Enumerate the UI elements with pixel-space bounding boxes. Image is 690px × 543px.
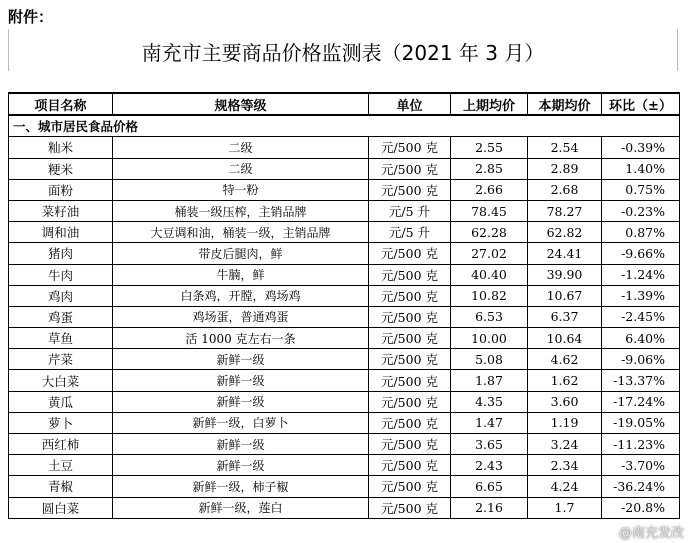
- table-row: [9, 264, 680, 285]
- curr-price-cell: 2.54: [528, 137, 602, 158]
- column-header-curr-price: 本期均价: [528, 93, 602, 115]
- table-row: [9, 349, 680, 370]
- curr-price-cell: 10.64: [528, 328, 602, 349]
- item-name-cell: 猪肉: [9, 243, 113, 264]
- item-name-cell: 土豆: [9, 455, 113, 476]
- unit-cell: 元/500 克: [369, 137, 451, 158]
- change-cell: 0.87%: [602, 222, 680, 243]
- curr-price-cell: 4.62: [528, 349, 602, 370]
- prev-price-cell: 6.65: [451, 476, 528, 497]
- table-row: [9, 200, 680, 221]
- column-header-unit: 单位: [369, 93, 451, 115]
- change-cell: 6.40%: [602, 328, 680, 349]
- unit-cell: 元/500 克: [369, 179, 451, 200]
- item-name-cell: 调和油: [9, 222, 113, 243]
- column-header-change: 环比（±）: [602, 93, 680, 115]
- unit-cell: 元/500 克: [369, 306, 451, 327]
- table-header-row: [9, 93, 680, 115]
- item-name-cell: 鸡肉: [9, 285, 113, 306]
- unit-cell: 元/500 克: [369, 370, 451, 391]
- prev-price-cell: 3.65: [451, 434, 528, 455]
- change-cell: -19.05%: [602, 412, 680, 433]
- item-name-cell: 萝卜: [9, 412, 113, 433]
- curr-price-cell: 6.37: [528, 306, 602, 327]
- table-row: [9, 434, 680, 455]
- change-cell: 0.75%: [602, 179, 680, 200]
- table-row: [9, 497, 680, 518]
- price-table: [8, 92, 680, 519]
- curr-price-cell: 10.67: [528, 285, 602, 306]
- table-row: [9, 179, 680, 200]
- page-title: 南充市主要商品价格监测表（2021 年 3 月）: [141, 41, 545, 65]
- change-cell: -1.24%: [602, 264, 680, 285]
- change-cell: -11.23%: [602, 434, 680, 455]
- prev-price-cell: 4.35: [451, 391, 528, 412]
- curr-price-cell: 1.7: [528, 497, 602, 518]
- unit-cell: 元/500 克: [369, 391, 451, 412]
- spec-cell: 白条鸡，开膛，鸡场鸡: [113, 285, 369, 306]
- change-cell: -3.70%: [602, 455, 680, 476]
- prev-price-cell: 6.53: [451, 306, 528, 327]
- change-cell: -36.24%: [602, 476, 680, 497]
- prev-price-cell: 2.85: [451, 158, 528, 179]
- curr-price-cell: 2.34: [528, 455, 602, 476]
- table-row: [9, 455, 680, 476]
- item-name-cell: 牛肉: [9, 264, 113, 285]
- change-cell: -20.8%: [602, 497, 680, 518]
- item-name-cell: 西红柿: [9, 434, 113, 455]
- spec-cell: 带皮后腿肉，鲜: [113, 243, 369, 264]
- item-name-cell: 菜籽油: [9, 200, 113, 221]
- curr-price-cell: 78.27: [528, 200, 602, 221]
- table-row: [9, 391, 680, 412]
- section-title: 一、城市居民食品价格: [9, 115, 680, 137]
- unit-cell: 元/500 克: [369, 285, 451, 306]
- unit-cell: 元/500 克: [369, 349, 451, 370]
- item-name-cell: 黄瓜: [9, 391, 113, 412]
- curr-price-cell: 4.24: [528, 476, 602, 497]
- prev-price-cell: 2.43: [451, 455, 528, 476]
- curr-price-cell: 2.68: [528, 179, 602, 200]
- change-cell: -2.45%: [602, 306, 680, 327]
- curr-price-cell: 24.41: [528, 243, 602, 264]
- spec-cell: 新鲜一级，白萝卜: [113, 412, 369, 433]
- title-cell: [8, 29, 678, 71]
- change-cell: -13.37%: [602, 370, 680, 391]
- spec-cell: 新鲜一级，柿子椒: [113, 476, 369, 497]
- watermark: @南充发改: [618, 526, 684, 541]
- change-cell: -9.06%: [602, 349, 680, 370]
- table-row: [9, 158, 680, 179]
- unit-cell: 元/500 克: [369, 497, 451, 518]
- unit-cell: 元/500 克: [369, 328, 451, 349]
- unit-cell: 元/500 克: [369, 476, 451, 497]
- curr-price-cell: 3.24: [528, 434, 602, 455]
- item-name-cell: 圆白菜: [9, 497, 113, 518]
- table-row: [9, 476, 680, 497]
- spec-cell: 新鲜一级: [113, 455, 369, 476]
- spec-cell: 鸡场蛋，普通鸡蛋: [113, 306, 369, 327]
- item-name-cell: 草鱼: [9, 328, 113, 349]
- spec-cell: 新鲜一级: [113, 349, 369, 370]
- item-name-cell: 青椒: [9, 476, 113, 497]
- unit-cell: 元/500 克: [369, 434, 451, 455]
- prev-price-cell: 27.02: [451, 243, 528, 264]
- unit-cell: 元/500 克: [369, 455, 451, 476]
- prev-price-cell: 62.28: [451, 222, 528, 243]
- curr-price-cell: 62.82: [528, 222, 602, 243]
- prev-price-cell: 2.16: [451, 497, 528, 518]
- item-name-cell: 鸡蛋: [9, 306, 113, 327]
- column-header-spec: 规格等级: [113, 93, 369, 115]
- item-name-cell: 粳米: [9, 158, 113, 179]
- spec-cell: 新鲜一级: [113, 370, 369, 391]
- table-row: [9, 370, 680, 391]
- change-cell: -17.24%: [602, 391, 680, 412]
- unit-cell: 元/500 克: [369, 264, 451, 285]
- prev-price-cell: 10.82: [451, 285, 528, 306]
- spec-cell: 活 1000 克左右一条: [113, 328, 369, 349]
- column-header-prev-price: 上期均价: [451, 93, 528, 115]
- unit-cell: 元/5 升: [369, 200, 451, 221]
- change-cell: -9.66%: [602, 243, 680, 264]
- spec-cell: 二级: [113, 137, 369, 158]
- table-row: [9, 328, 680, 349]
- prev-price-cell: 40.40: [451, 264, 528, 285]
- table-row: [9, 243, 680, 264]
- curr-price-cell: 39.90: [528, 264, 602, 285]
- unit-cell: 元/500 克: [369, 412, 451, 433]
- spec-cell: 新鲜一级: [113, 391, 369, 412]
- curr-price-cell: 1.19: [528, 412, 602, 433]
- attachment-label: 附件：: [8, 8, 54, 26]
- spec-cell: 新鲜一级: [113, 434, 369, 455]
- spec-cell: 二级: [113, 158, 369, 179]
- change-cell: 1.40%: [602, 158, 680, 179]
- prev-price-cell: 1.87: [451, 370, 528, 391]
- unit-cell: 元/500 克: [369, 243, 451, 264]
- item-name-cell: 芹菜: [9, 349, 113, 370]
- prev-price-cell: 78.45: [451, 200, 528, 221]
- prev-price-cell: 2.55: [451, 137, 528, 158]
- item-name-cell: 籼米: [9, 137, 113, 158]
- prev-price-cell: 1.47: [451, 412, 528, 433]
- spec-cell: 牛腩，鲜: [113, 264, 369, 285]
- prev-price-cell: 10.00: [451, 328, 528, 349]
- table-row: [9, 222, 680, 243]
- change-cell: -1.39%: [602, 285, 680, 306]
- spec-cell: 特一粉: [113, 179, 369, 200]
- table-row: [9, 306, 680, 327]
- column-header-item: 项目名称: [9, 93, 113, 115]
- curr-price-cell: 2.89: [528, 158, 602, 179]
- change-cell: -0.23%: [602, 200, 680, 221]
- spec-cell: 新鲜一级，莲白: [113, 497, 369, 518]
- curr-price-cell: 3.60: [528, 391, 602, 412]
- prev-price-cell: 2.66: [451, 179, 528, 200]
- prev-price-cell: 5.08: [451, 349, 528, 370]
- table-row: [9, 137, 680, 158]
- table-row: [9, 412, 680, 433]
- table-row: [9, 285, 680, 306]
- unit-cell: 元/500 克: [369, 158, 451, 179]
- unit-cell: 元/5 升: [369, 222, 451, 243]
- spec-cell: 桶装一级压榨，主销品牌: [113, 200, 369, 221]
- curr-price-cell: 1.62: [528, 370, 602, 391]
- section-row: [9, 115, 680, 137]
- item-name-cell: 大白菜: [9, 370, 113, 391]
- change-cell: -0.39%: [602, 137, 680, 158]
- item-name-cell: 面粉: [9, 179, 113, 200]
- spec-cell: 大豆调和油，桶装一级，主销品牌: [113, 222, 369, 243]
